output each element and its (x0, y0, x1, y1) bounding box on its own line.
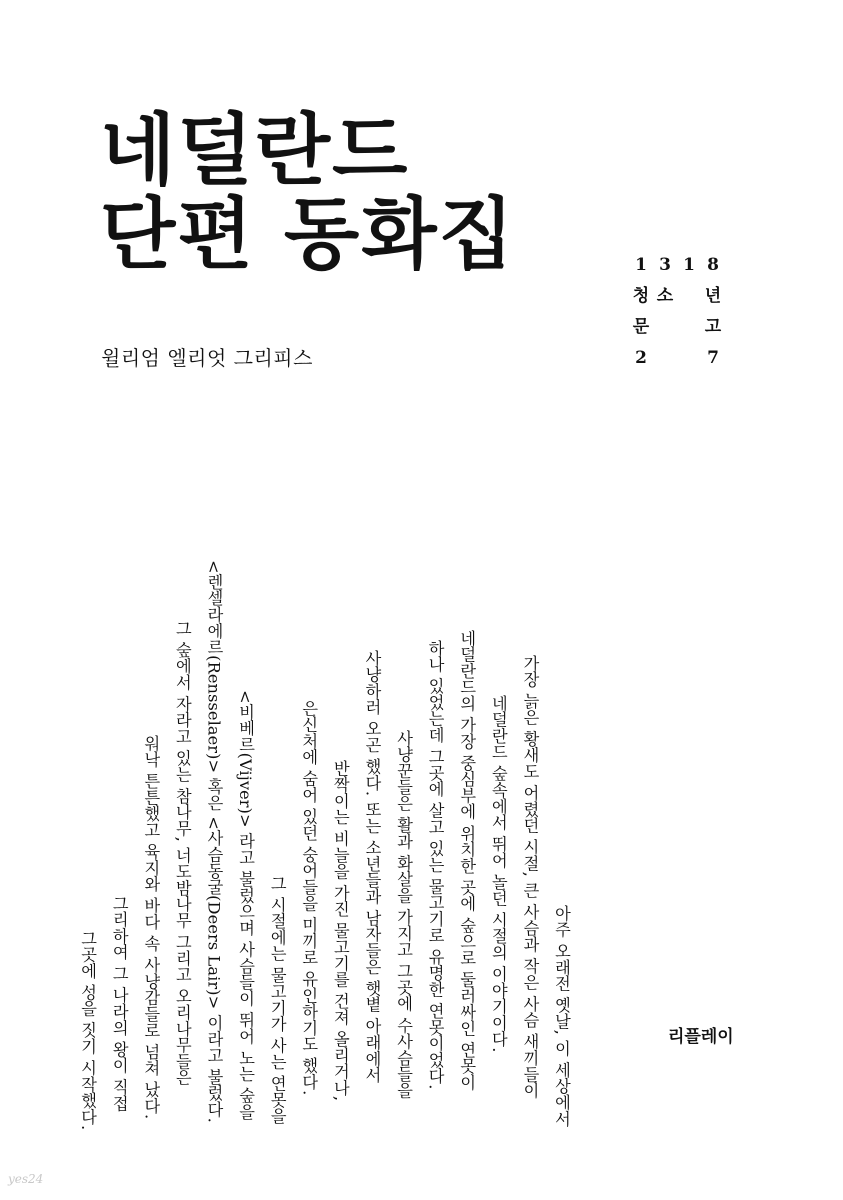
series-char: 청 (632, 286, 650, 306)
publisher-name: 리플레이 (668, 1027, 734, 1047)
body-text-column: 반짝이는 비늘을 가진 물고기를 건져 올리거나, (330, 760, 350, 1102)
series-char: 소 (656, 286, 674, 306)
series-label (632, 250, 722, 374)
series-char: 3 (659, 255, 671, 275)
body-text-column: 은신처에 숨어 있던 숭어들을 미끼로 유인하기도 했다. (299, 700, 319, 1096)
series-char: 1 (683, 255, 695, 275)
series-row (632, 312, 722, 343)
series-char: 1 (635, 255, 647, 275)
body-text-column: 사냥꾼들은 활과 화살을 가지고 그곳에 수사슴들을 (394, 730, 414, 1099)
body-text-column: 그 숲에서 자라고 있는 참나무, 너도밤나무 그리고 오리나무들은 (172, 620, 192, 1086)
body-text (72, 560, 578, 1180)
body-text-column: 하나 있었는데 그곳에 살고 있는 물고기로 유명한 연못이었다. (425, 640, 445, 1090)
body-text-column: 네덜란드의 가장 중심부에 위치한 곳에 숲으로 둘러싸인 연못이 (457, 630, 477, 1091)
series-char: 년 (704, 286, 722, 306)
body-text-column: 아주 오래전 옛날, 이 세상에서 (552, 905, 571, 1127)
series-char: 2 (635, 348, 647, 368)
body-text-column: <렌셀라에르(Rensselaer)> 혹은 <사슴동굴(Deers Lair)> 이라고 불렀다. (204, 560, 224, 1123)
series-row (632, 250, 722, 281)
title-line-1: 네덜란드 (100, 106, 410, 196)
watermark: yes24 (8, 1172, 44, 1186)
series-char: 8 (707, 255, 719, 275)
body-text-column: 워낙 튼튼했고 육지와 바다 속 사냥감들로 넘쳐 났다. (141, 735, 161, 1120)
body-text-column: 그곳에 성을 짓기 시작했다. (78, 930, 98, 1131)
series-char (680, 343, 698, 374)
series-char (656, 312, 674, 343)
series-char (680, 312, 698, 343)
series-char: 7 (707, 348, 719, 368)
series-char: 문 (632, 317, 650, 337)
body-text-column: 사냥하러 오곤 했다. 또는 소년들과 남자들은 햇볕 아래에서 (362, 650, 382, 1084)
title-line-2: 단편 동화집 (100, 190, 516, 280)
series-char (656, 343, 674, 374)
body-text-column: <비베르(Vijver)> 라고 불렀으며 사슴들이 뛰어 노는 숲을 (236, 690, 256, 1120)
body-text-column: 그 시절에는 물고기가 사는 연못을 (267, 875, 287, 1125)
body-text-column: 가장 늙은 황새도 어렸던 시절, 큰 사슴과 작은 사슴 새끼들이 (520, 655, 540, 1099)
body-text-column: 그리하여 그 나라의 왕이 직접 (109, 895, 129, 1112)
series-char (680, 281, 698, 312)
series-row (632, 281, 722, 312)
author-name: 윌리엄 엘리엇 그리피스 (101, 346, 313, 370)
series-row (632, 343, 722, 374)
series-char: 고 (704, 317, 722, 337)
body-text-column: 네덜란드 숲속에서 뛰어 놀던 시절의 이야기이다. (488, 695, 508, 1053)
